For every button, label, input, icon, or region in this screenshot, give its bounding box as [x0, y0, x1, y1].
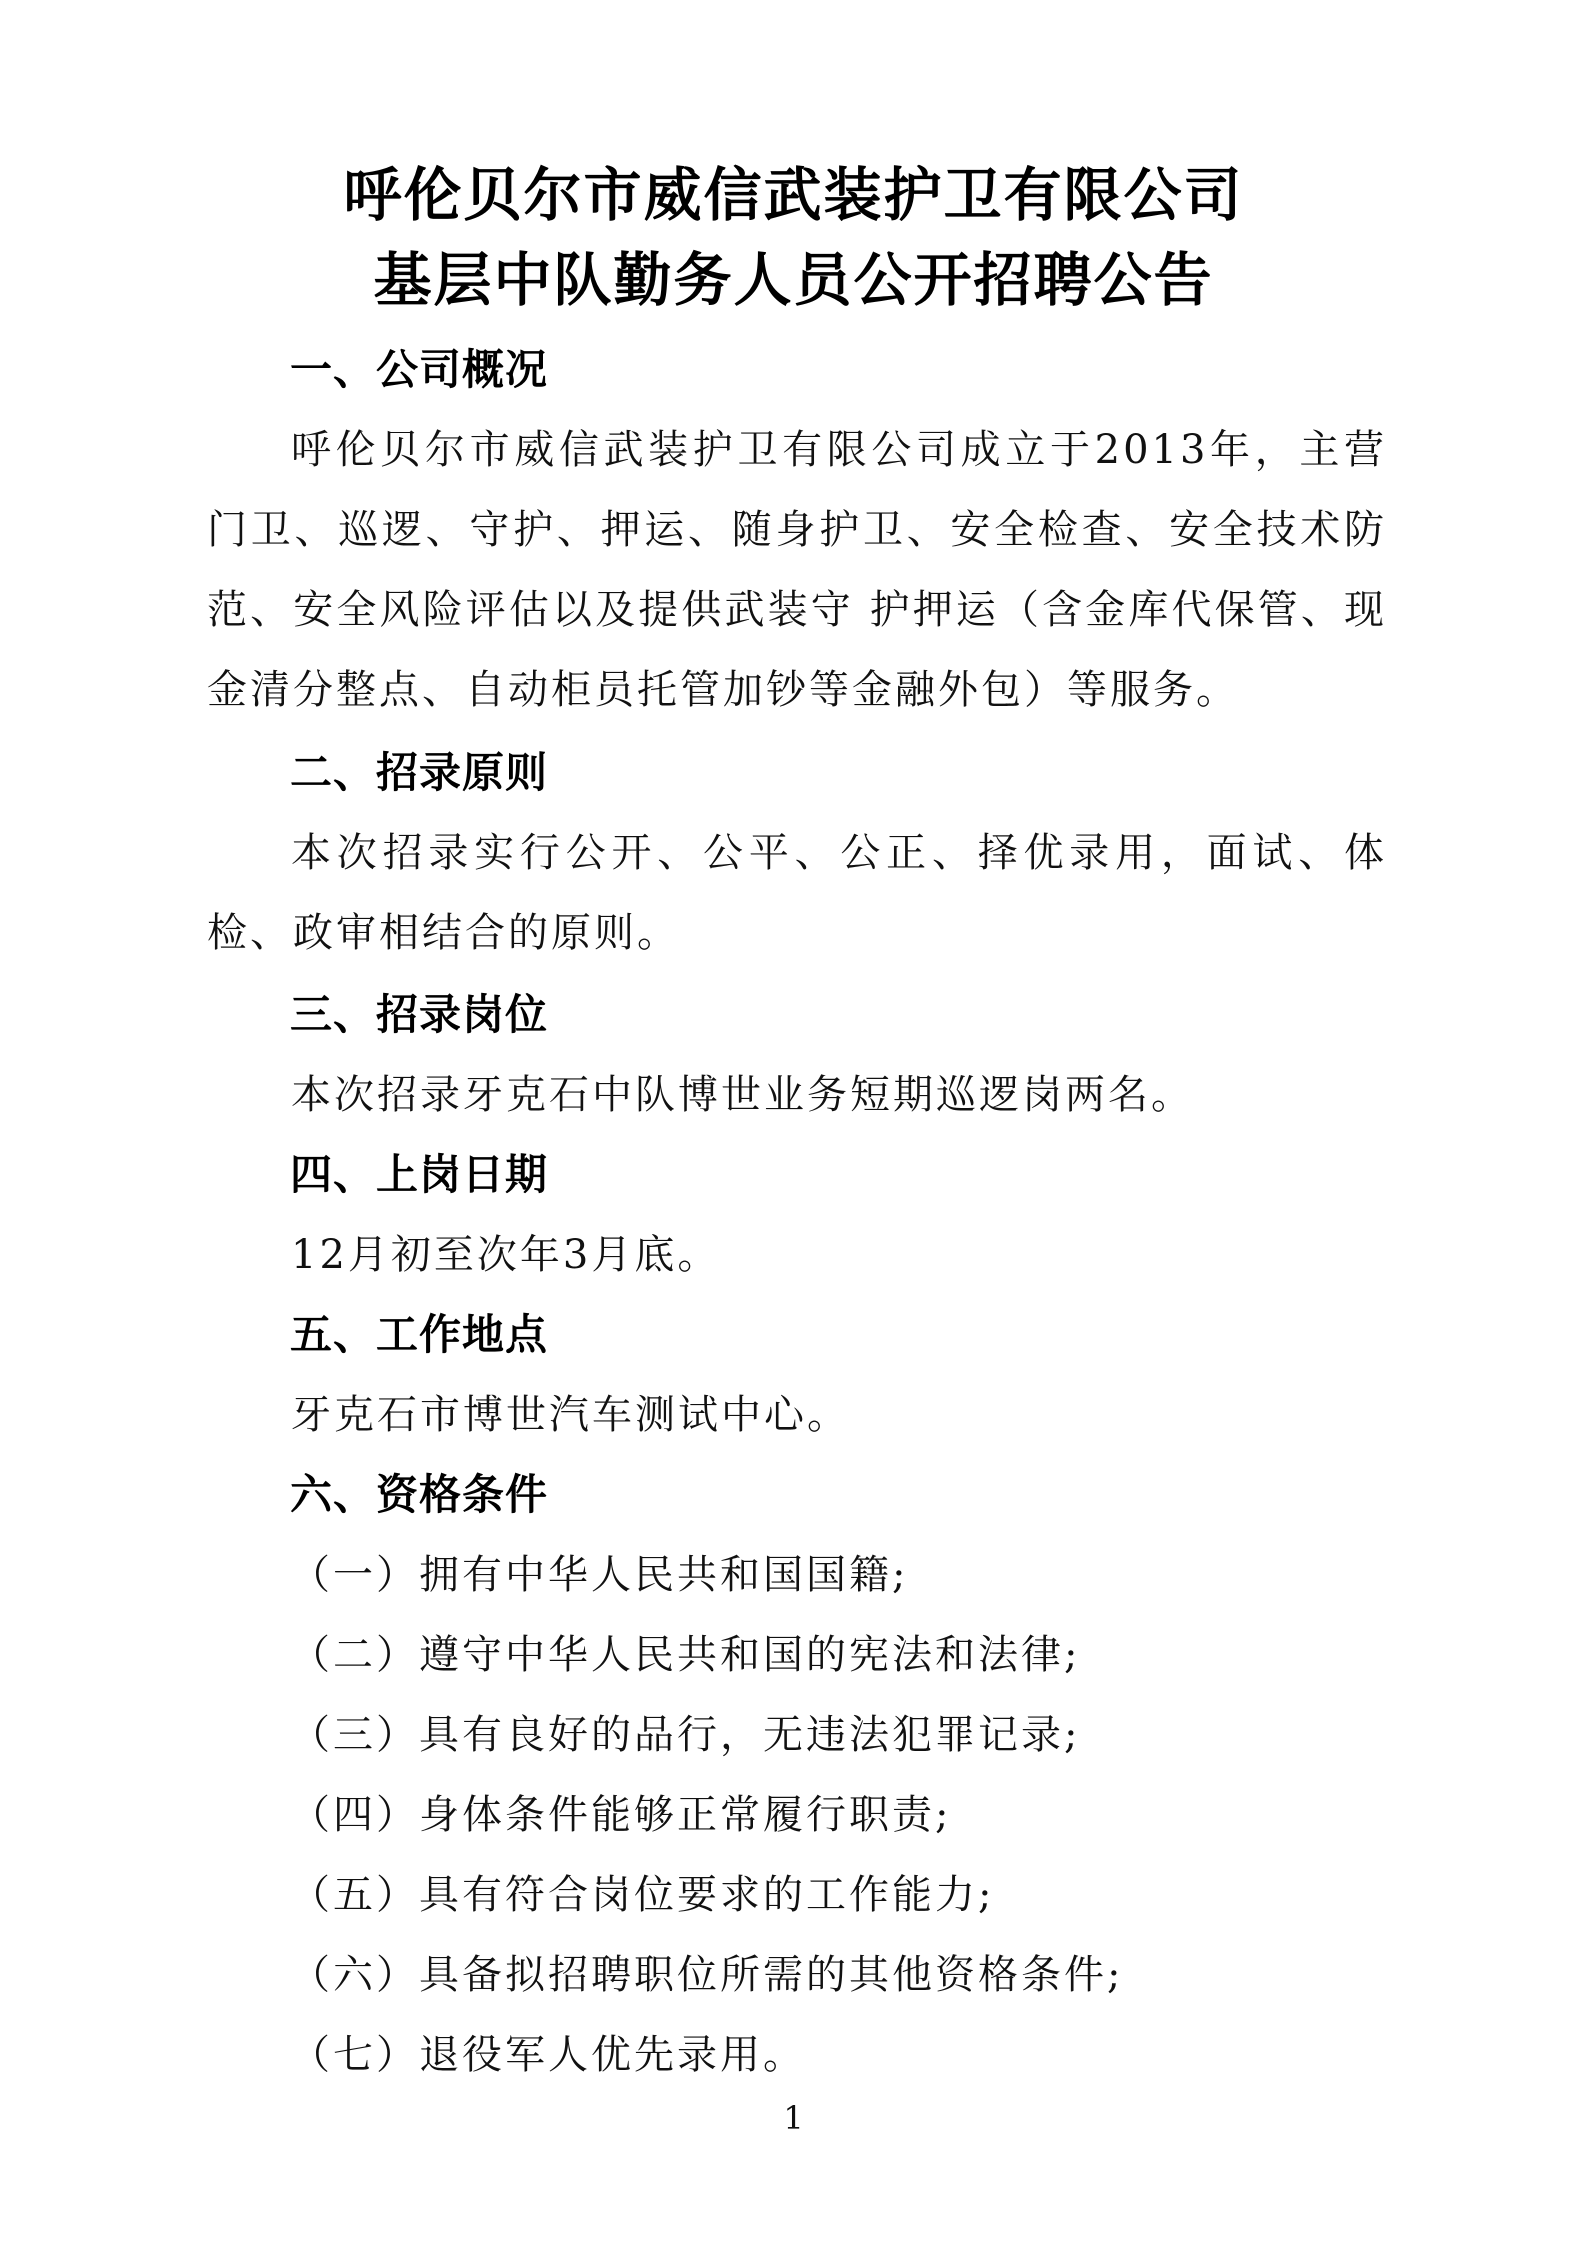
document-title-line-1: 呼伦贝尔市威信武装护卫有限公司	[343, 161, 1244, 229]
section-heading-work-location: 五、工作地点	[290, 1310, 549, 1359]
qualification-item: （三）具有良好的品行，无违法犯罪记录;	[290, 1712, 1081, 1758]
qualification-item: （六）具备拟招聘职位所需的其他资格条件;	[290, 1952, 1124, 1998]
section-heading-recruitment-principles: 二、招录原则	[290, 748, 549, 797]
document-title-line-2: 基层中队勤务人员公开招聘公告	[373, 246, 1214, 314]
section-body-start-date: 12月初至次年3月底。	[291, 1232, 721, 1278]
section-body-company-overview: 呼伦贝尔市威信武装护卫有限公司成立于2013年，主营门卫、巡逻、守护、押运、随身护卫、安全检查、安全技术防范、安全风险评估以及提供武装守 护押运（含金库代保管、现金清分整点、自动柜员托管加钞等金融外包）等服务。	[207, 427, 1387, 713]
page-number: 1	[783, 2099, 804, 2137]
section-heading-qualifications: 六、资格条件	[290, 1470, 549, 1519]
section-heading-company-overview: 一、公司概况	[290, 345, 549, 394]
qualification-item: （七）退役军人优先录用。	[290, 2032, 806, 2078]
qualification-item: （二）遵守中华人民共和国的宪法和法律;	[290, 1632, 1081, 1678]
qualification-item: （一）拥有中华人民共和国国籍;	[290, 1552, 909, 1598]
section-heading-positions: 三、招录岗位	[290, 990, 549, 1039]
section-heading-start-date: 四、上岗日期	[290, 1150, 549, 1199]
qualification-item: （五）具有符合岗位要求的工作能力;	[290, 1872, 995, 1918]
section-body-recruitment-principles: 本次招录实行公开、公平、公正、择优录用，面试、体检、政审相结合的原则。	[207, 830, 1387, 956]
qualification-item: （四）身体条件能够正常履行职责;	[290, 1792, 952, 1838]
section-body-positions: 本次招录牙克石中队博世业务短期巡逻岗两名。	[291, 1072, 1194, 1118]
section-body-work-location: 牙克石市博世汽车测试中心。	[291, 1392, 850, 1438]
